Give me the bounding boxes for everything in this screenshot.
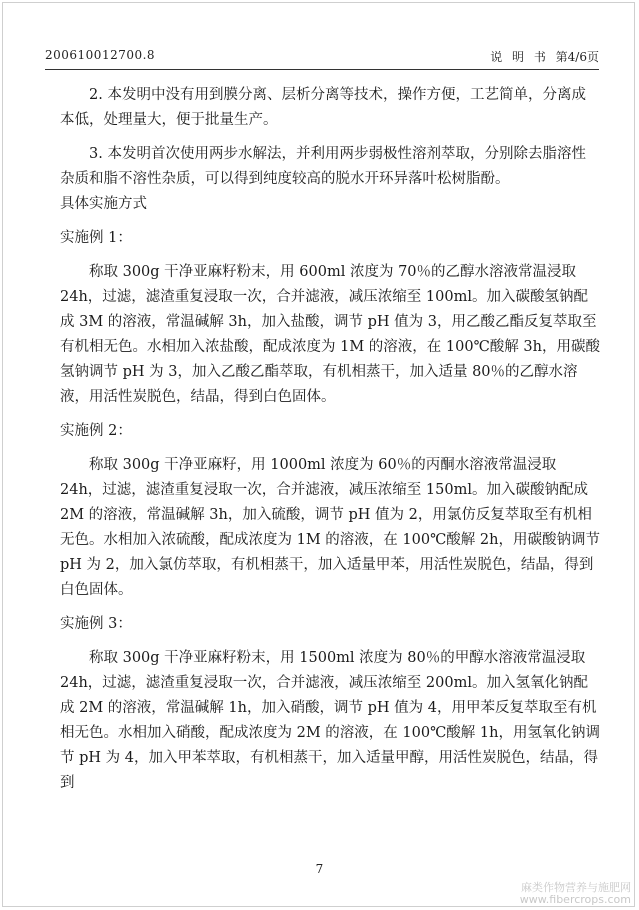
page-number: 7: [315, 862, 324, 876]
section-title: 说 明 书: [490, 50, 546, 64]
document-body: [60, 83, 600, 796]
example-2-paragraph: 称取 300g 干净亚麻籽，用 1000ml 浓度为 60％的丙酮水溶液常温浸取 24h，过滤，滤渣重复浸取一次，合并滤液，减压浓缩至 150ml。加入碳酸钠配成 2M 的溶液，常温碱解 3h，加入硫酸，调节 pH 值为 2，用氯仿反复萃取至有机相无色。水相加入浓硫酸，配成浓度为 1M 的溶液，在 100℃酸解 2h，用碳酸钠调节 pH 为 2，加入氯仿萃取，有机相蒸干，加入适量甲苯，用活性炭脱色，结晶，得到白色固体。: [60, 457, 600, 598]
watermark-line-1: 麻类作物营养与施肥网: [521, 881, 631, 894]
example-1-paragraph: 称取 300g 干净亚麻籽粉末，用 600ml 浓度为 70％的乙醇水溶液常温浸取 24h，过滤，滤渣重复浸取一次，合并滤液，减压浓缩至 100ml。加入碳酸氢钠配成 3M 的溶液，常温碱解 3h，加入盐酸，调节 pH 值为 3，用乙酸乙酯反复萃取至有机相无色。水相加入浓盐酸，配成浓度为 1M 的溶液，在 100℃酸解 3h，用碳酸氢钠调节 pH 为 3，加入乙酸乙酯萃取，有机相蒸干，加入适量 80％的乙醇水溶液，用活性炭脱色，结晶，得到白色固体。: [60, 264, 600, 405]
example-3-paragraph: 称取 300g 干净亚麻籽粉末，用 1500ml 浓度为 80％的甲醇水溶液常温浸取 24h，过滤，滤渣重复浸取一次，合并滤液，减压浓缩至 200ml。加入氢氧化钠配成 2M 的溶液，常温碱解 1h，加入硝酸，调节 pH 值为 4，用甲苯反复萃取至有机相无色。水相加入硝酸，配成浓度为 2M 的溶液，在 100℃酸解 1h，用氢氧化钠调节 pH 为 4，加入甲苯萃取，有机相蒸干，加入适量甲醇，用活性炭脱色，结晶，得到: [60, 650, 600, 791]
advantage-paragraph-2: 2. 本发明中没有用到膜分离、层析分离等技术，操作方便，工艺简单，分离成本低，处理量大，便于批量生产。: [60, 87, 586, 128]
header-right: [490, 48, 599, 65]
header-rule: [45, 69, 599, 70]
advantage-paragraph-3: 3. 本发明首次使用两步水解法，并利用两步弱极性溶剂萃取，分别除去脂溶性杂质和脂不溶性杂质，可以得到纯度较高的脱水开环异落叶松树脂酚。: [60, 146, 586, 187]
page-header: [45, 48, 599, 70]
example-2-heading: 实施例 2：: [60, 423, 132, 439]
watermark-line-2: www.fibercrops.com: [519, 893, 631, 906]
page-reference: 第4/6页: [555, 50, 599, 64]
document-number: 200610012700.8: [45, 48, 156, 62]
example-1-heading: 实施例 1：: [60, 230, 132, 246]
example-3-heading: 实施例 3：: [60, 616, 132, 632]
section-heading: 具体实施方式: [60, 196, 147, 212]
watermark: [520, 882, 631, 906]
